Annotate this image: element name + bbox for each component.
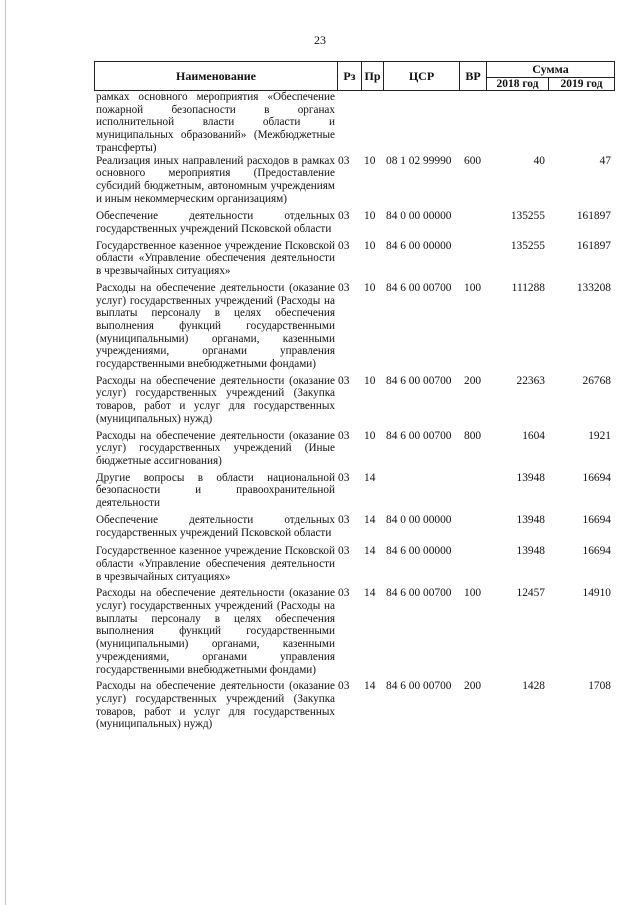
cell-csr: 84 6 00 00700 bbox=[386, 680, 452, 693]
cell-sum-2018: 13948 bbox=[516, 513, 545, 526]
cell-pr: 10 bbox=[364, 154, 376, 167]
cell-name: Расходы на обеспечение деятельности (оказание услуг) государственных учреждений (Иные бюджетные ассигнования) bbox=[96, 429, 335, 467]
cell-name: Расходы на обеспечение деятельности (оказание услуг) государственных учреждений (Закупка товаров, работ и услуг для государственных (муниципальных) нужд) bbox=[96, 374, 335, 425]
cell-csr: 84 6 00 00700 bbox=[386, 281, 452, 294]
cell-name: Обеспечение деятельности отдельных государственных учреждений Псковской области bbox=[96, 513, 335, 539]
cell-sum-2019: 1708 bbox=[588, 680, 611, 693]
cell-vr: 600 bbox=[464, 154, 482, 167]
cell-sum-2018: 13948 bbox=[516, 471, 545, 484]
cell-vr: 800 bbox=[464, 429, 482, 442]
cell-rz: 03 bbox=[338, 154, 350, 167]
cell-pr: 10 bbox=[364, 374, 376, 387]
cell-name: Расходы на обеспечение деятельности (оказание услуг) государственных учреждений (Расходы на выплаты персоналу в целях обеспечения выполнения функций государственными (муниципальными) органами, казенными учреждениями, органами управления государственными внебюджетными фондами) bbox=[96, 587, 335, 676]
cell-vr: 200 bbox=[464, 374, 482, 387]
cell-vr: 100 bbox=[464, 587, 482, 600]
cell-pr: 14 bbox=[364, 680, 376, 693]
header-csr: ЦСР bbox=[384, 62, 460, 90]
cell-pr: 10 bbox=[364, 429, 376, 442]
cell-rz: 03 bbox=[338, 471, 350, 484]
cell-pr: 14 bbox=[364, 471, 376, 484]
cell-name: рамках основного мероприятия «Обеспечение пожарной безопасности в органах исполнительной власти области и муниципальных образований» (Межбюджетные трансферты) bbox=[96, 91, 335, 154]
cell-sum-2019: 161897 bbox=[576, 210, 611, 223]
cell-sum-2018: 40 bbox=[533, 154, 545, 167]
cell-sum-2019: 16694 bbox=[582, 471, 611, 484]
cell-sum-2018: 1428 bbox=[522, 680, 545, 693]
cell-name: Реализация иных направлений расходов в рамках основного мероприятия (Предоставление субсидий бюджетным, автономным учреждениям и иным некоммерческим организациям) bbox=[96, 154, 335, 205]
cell-sum-2019: 16694 bbox=[582, 513, 611, 526]
cell-sum-2018: 22363 bbox=[516, 374, 545, 387]
cell-rz: 03 bbox=[338, 545, 350, 558]
cell-sum-2019: 47 bbox=[599, 154, 611, 167]
cell-rz: 03 bbox=[338, 374, 350, 387]
cell-rz: 03 bbox=[338, 239, 350, 252]
cell-sum-2018: 12457 bbox=[516, 587, 545, 600]
table-row bbox=[94, 155, 615, 206]
page-number: 23 bbox=[314, 33, 326, 47]
cell-rz: 03 bbox=[338, 680, 350, 693]
cell-csr: 84 0 00 00000 bbox=[386, 210, 452, 223]
budget-table bbox=[94, 61, 615, 731]
cell-sum-2018: 13948 bbox=[516, 545, 545, 558]
table-row bbox=[94, 210, 615, 235]
cell-rz: 03 bbox=[338, 429, 350, 442]
cell-rz: 03 bbox=[338, 587, 350, 600]
cell-rz: 03 bbox=[338, 281, 350, 294]
cell-csr: 84 6 00 00700 bbox=[386, 374, 452, 387]
header-name: Наименование bbox=[95, 62, 338, 90]
cell-pr: 10 bbox=[364, 281, 376, 294]
cell-csr: 84 0 00 00000 bbox=[386, 513, 452, 526]
cell-csr: 84 6 00 00700 bbox=[386, 429, 452, 442]
table-row bbox=[94, 472, 615, 510]
cell-pr: 10 bbox=[364, 239, 376, 252]
table-row bbox=[94, 545, 615, 583]
cell-name: Обеспечение деятельности отдельных государственных учреждений Псковской области bbox=[96, 210, 335, 236]
cell-sum-2019: 161897 bbox=[576, 239, 611, 252]
cell-vr: 100 bbox=[464, 281, 482, 294]
cell-sum-2019: 26768 bbox=[582, 374, 611, 387]
table-row bbox=[94, 514, 615, 539]
cell-rz: 03 bbox=[338, 210, 350, 223]
cell-name: Расходы на обеспечение деятельности (оказание услуг) государственных учреждений (Закупка товаров, работ и услуг для государственных (муниципальных) нужд) bbox=[96, 680, 335, 731]
cell-vr: 200 bbox=[464, 680, 482, 693]
cell-csr: 84 6 00 00700 bbox=[386, 587, 452, 600]
cell-sum-2019: 14910 bbox=[582, 587, 611, 600]
cell-name: Государственное казенное учреждение Псковской области «Управление обеспечения деятельности в чрезвычайных ситуациях» bbox=[96, 545, 335, 583]
cell-name: Расходы на обеспечение деятельности (оказание услуг) государственных учреждений (Расходы на выплаты персоналу в целях обеспечения выполнения функций государственными (муниципальными) органами, казенными учреждениями, органами управления государственными внебюджетными фондами) bbox=[96, 281, 335, 371]
table-row bbox=[94, 240, 615, 278]
cell-csr: 84 6 00 00000 bbox=[386, 545, 452, 558]
table-row bbox=[94, 680, 615, 731]
cell-sum-2018: 1604 bbox=[522, 429, 545, 442]
cell-sum-2018: 111288 bbox=[511, 281, 545, 294]
header-sum-group bbox=[487, 62, 614, 90]
table-body bbox=[94, 91, 615, 731]
cell-pr: 14 bbox=[364, 545, 376, 558]
table-header bbox=[94, 61, 615, 91]
cell-name: Государственное казенное учреждение Псковской области «Управление обеспечения деятельности в чрезвычайных ситуациях» bbox=[96, 239, 335, 278]
cell-sum-2019: 16694 bbox=[582, 545, 611, 558]
header-pr: Пр bbox=[362, 62, 384, 90]
header-year-2018: 2018 год bbox=[487, 77, 549, 90]
cell-pr: 14 bbox=[364, 513, 376, 526]
table-row bbox=[94, 282, 615, 371]
cell-csr: 84 6 00 00000 bbox=[386, 239, 452, 252]
cell-sum-2018: 135255 bbox=[510, 210, 545, 223]
header-year-2019: 2019 год bbox=[560, 77, 603, 90]
cell-sum-2018: 135255 bbox=[510, 239, 545, 252]
cell-pr: 10 bbox=[364, 210, 376, 223]
table-row bbox=[94, 375, 615, 426]
cell-sum-2019: 133208 bbox=[576, 281, 611, 294]
cell-pr: 14 bbox=[364, 587, 376, 600]
header-sum: Сумма bbox=[487, 62, 614, 78]
table-row bbox=[94, 430, 615, 468]
cell-csr: 08 1 02 99990 bbox=[386, 154, 452, 167]
cell-name: Другие вопросы в области национальной безопасности и правоохранительной деятельности bbox=[96, 471, 335, 510]
page-edge-line bbox=[5, 0, 6, 905]
table-row bbox=[94, 91, 615, 155]
table-row bbox=[94, 587, 615, 676]
header-rz: Рз bbox=[338, 62, 362, 90]
header-vr: ВР bbox=[460, 62, 487, 90]
cell-sum-2019: 1921 bbox=[588, 429, 611, 442]
cell-rz: 03 bbox=[338, 513, 350, 526]
